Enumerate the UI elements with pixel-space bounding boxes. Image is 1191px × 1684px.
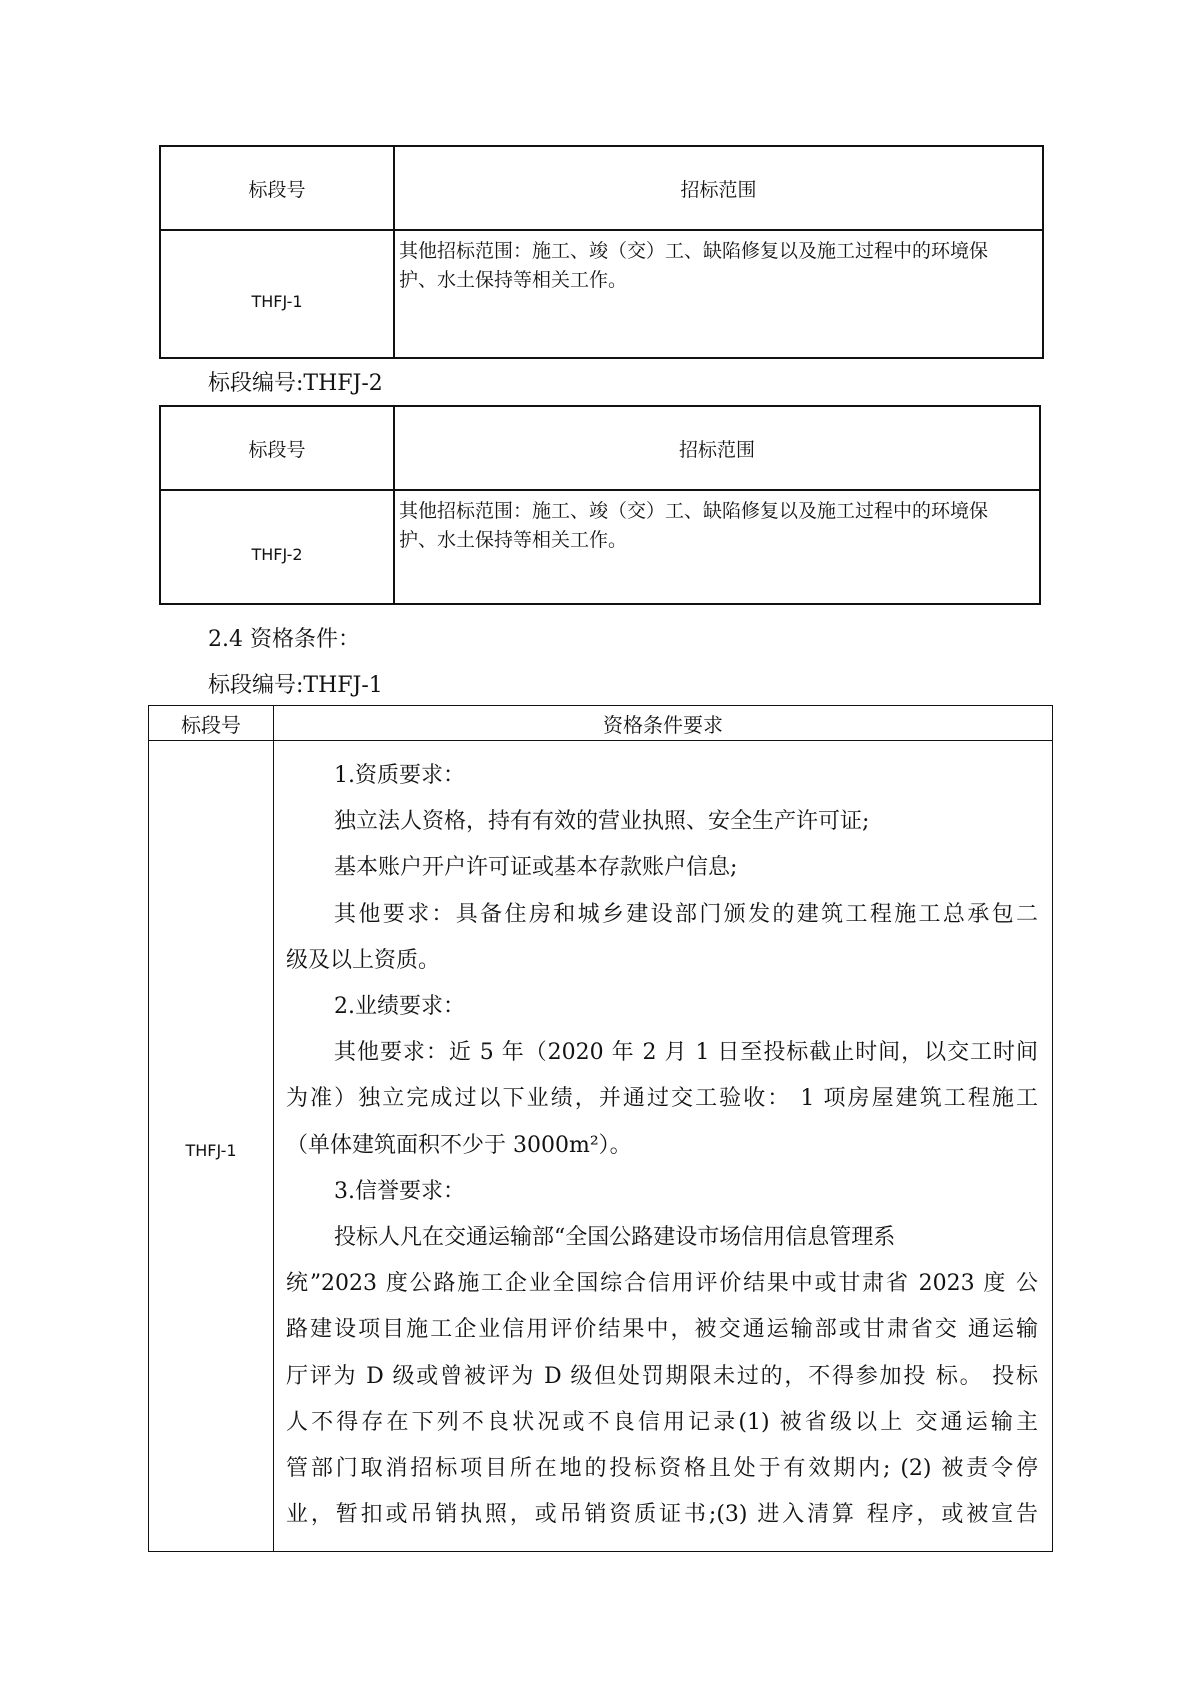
- section-label-thfj-2: 标段编号:THFJ-2: [208, 371, 383, 396]
- req-line: 人不得存在下列不良状况或不良信用记录(1) 被省级以上 交通运输主: [286, 1409, 1038, 1435]
- header-section-code: 标段号: [149, 706, 274, 741]
- scope-line: 护、水土保持等相关工作。: [399, 529, 628, 551]
- section-code-cell: THFJ-2: [160, 490, 394, 604]
- qualification-heading: 2.4 资格条件：: [208, 627, 360, 652]
- req-line: 业，暂扣或吊销执照，或吊销资质证书;(3) 进入清算 程序，或被宣告: [286, 1502, 1038, 1528]
- req-line: 统”2023 度公路施工企业全国综合信用评价结果中或甘肃省 2023 度 公: [286, 1271, 1038, 1297]
- req-line: 投标人凡在交通运输部“全国公路建设市场信用信息管理系: [334, 1225, 896, 1251]
- header-bid-scope: 招标范围: [394, 146, 1043, 230]
- req-line: 独立法人资格，持有有效的营业执照、安全生产许可证;: [334, 809, 870, 835]
- bid-scope-table-2: [159, 405, 1041, 605]
- bid-scope-cell: [394, 490, 1040, 604]
- req-line: 3.信誉要求：: [334, 1178, 465, 1204]
- header-section-code: 标段号: [160, 406, 394, 490]
- req-line: 管部门取消招标项目所在地的投标资格且处于有效期内; (2) 被责令停: [286, 1456, 1038, 1482]
- req-line: 路建设项目施工企业信用评价结果中，被交通运输部或甘肃省交 通运输: [286, 1317, 1038, 1343]
- section-code-cell: THFJ-1: [160, 230, 394, 358]
- req-line: 其他要求：具备住房和城乡建设部门颁发的建筑工程施工总承包二: [334, 901, 1038, 927]
- scope-line: 护、水土保持等相关工作。: [399, 269, 628, 291]
- req-line: 2.业绩要求：: [334, 994, 465, 1020]
- scope-line: 其他招标范围：施工、竣（交）工、缺陷修复以及施工过程中的环境保: [399, 500, 989, 522]
- scope-line: 其他招标范围：施工、竣（交）工、缺陷修复以及施工过程中的环境保: [399, 240, 989, 262]
- requirements-cell: [274, 741, 1053, 1552]
- section-code-cell: THFJ-1: [149, 741, 274, 1552]
- bid-scope-table-1: [159, 145, 1044, 359]
- bid-scope-cell: [394, 230, 1043, 358]
- header-requirements: 资格条件要求: [274, 706, 1053, 741]
- req-line: 1.资质要求：: [334, 763, 465, 788]
- qualification-table: [148, 705, 1053, 1552]
- header-section-code: 标段号: [160, 146, 394, 230]
- req-line: 其他要求：近 5 年（2020 年 2 月 1 日至投标截止时间，以交工时间: [334, 1040, 1038, 1066]
- req-line: 为准）独立完成过以下业绩，并通过交工验收： 1 项房屋建筑工程施工: [286, 1086, 1038, 1112]
- req-line: 级及以上资质。: [286, 947, 441, 973]
- req-line: 基本账户开户许可证或基本存款账户信息;: [334, 855, 738, 881]
- req-line: （单体建筑面积不少于 3000m²）。: [286, 1132, 632, 1158]
- req-line: 厅评为 D 级或曾被评为 D 级但处罚期限未过的，不得参加投 标。 投标: [286, 1363, 1038, 1389]
- section-label-thfj-1: 标段编号:THFJ-1: [208, 673, 383, 698]
- header-bid-scope: 招标范围: [394, 406, 1040, 490]
